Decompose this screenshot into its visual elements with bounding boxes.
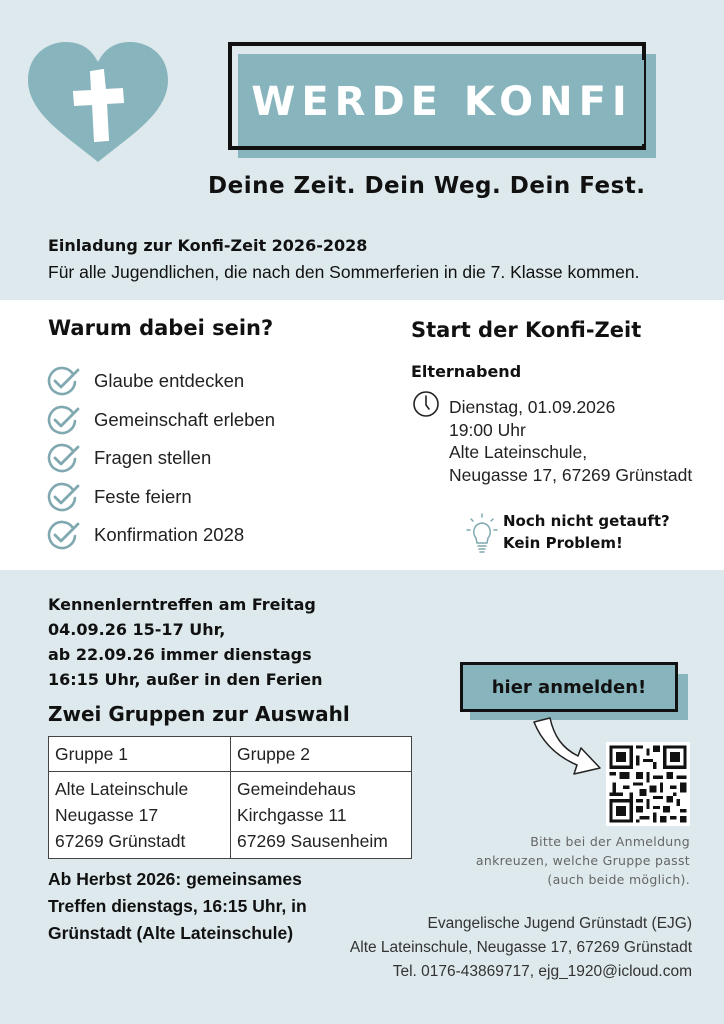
parents-evening-details xyxy=(449,396,692,486)
group2-line: Gemeindehaus xyxy=(237,779,356,799)
parents-evening-heading: Elternabend xyxy=(411,362,522,381)
event-time: 19:00 Uhr xyxy=(449,419,526,440)
clock-icon xyxy=(412,390,440,418)
list-item-label: Feste feiern xyxy=(94,485,192,507)
groups-heading: Zwei Gruppen zur Auswahl xyxy=(48,702,350,726)
autumn-line: Ab Herbst 2026: gemeinsames xyxy=(48,869,302,889)
list-item-label: Fragen stellen xyxy=(94,447,212,469)
groups-table xyxy=(48,736,412,859)
invite-title: Einladung zur Konfi-Zeit 2026-2028 xyxy=(48,236,368,255)
register-note-line: Bitte bei der Anmeldung xyxy=(530,834,690,849)
start-heading: Start der Konfi-Zeit xyxy=(411,318,642,342)
contact-info xyxy=(330,912,692,984)
organization-phone-email: Tel. 0176-43869717, ejg_1920@icloud.com xyxy=(392,963,692,980)
meeting-line: 16:15 Uhr, außer in den Ferien xyxy=(48,670,323,689)
autumn-line: Treffen dienstags, 16:15 Uhr, in xyxy=(48,896,307,916)
lightbulb-icon xyxy=(466,512,498,554)
table-header-cell: Gruppe 1 xyxy=(49,737,231,772)
check-circle-icon xyxy=(46,366,80,396)
list-item-label: Konfirmation 2028 xyxy=(94,524,245,546)
event-date: Dienstag, 01.09.2026 xyxy=(449,397,616,417)
benefit-list xyxy=(46,362,275,555)
group2-line: 67269 Sausenheim xyxy=(237,831,388,851)
why-heading: Warum dabei sein? xyxy=(48,316,274,340)
table-cell xyxy=(49,772,231,859)
table-row xyxy=(49,737,412,772)
autumn-line: Grünstadt (Alte Lateinschule) xyxy=(48,923,294,943)
group1-line: Neugasse 17 xyxy=(55,805,159,825)
register-note-line: (auch beide möglich). xyxy=(547,872,690,887)
table-row xyxy=(49,772,412,859)
organization-name: Evangelische Jugend Grünstadt (EJG) xyxy=(427,915,692,932)
check-circle-icon xyxy=(46,482,80,512)
list-item-label: Gemeinschaft erleben xyxy=(94,408,275,430)
baptism-line: Kein Problem! xyxy=(503,534,623,552)
check-circle-icon xyxy=(46,520,80,550)
table-cell xyxy=(231,772,412,859)
list-item-label: Glaube entdecken xyxy=(94,370,245,392)
slogan: Deine Zeit. Dein Weg. Dein Fest. xyxy=(208,173,646,199)
group2-line: Kirchgasse 11 xyxy=(237,805,347,825)
list-item xyxy=(46,362,275,401)
meeting-line: Kennenlerntreffen am Freitag xyxy=(48,595,316,614)
curved-arrow-icon xyxy=(528,714,608,778)
register-note xyxy=(440,832,690,889)
meeting-line: 04.09.26 15-17 Uhr, xyxy=(48,620,226,639)
baptism-note xyxy=(503,510,670,554)
meeting-info xyxy=(48,592,323,692)
invite-subtitle: Für alle Jugendlichen, die nach den Sommerferien in die 7. Klasse kommen. xyxy=(48,262,640,282)
table-header-cell: Gruppe 2 xyxy=(231,737,412,772)
organization-address: Alte Lateinschule, Neugasse 17, 67269 Grünstadt xyxy=(349,939,692,956)
meeting-line: ab 22.09.26 immer dienstags xyxy=(48,645,312,664)
list-item xyxy=(46,439,275,478)
register-button[interactable]: hier anmelden! xyxy=(460,662,678,712)
heart-cross-icon xyxy=(28,42,168,164)
qr-code[interactable] xyxy=(606,742,690,826)
page-title: WERDE KONFI xyxy=(240,60,644,144)
list-item xyxy=(46,401,275,440)
event-location: Alte Lateinschule, xyxy=(449,442,588,462)
baptism-line: Noch nicht getauft? xyxy=(503,512,670,530)
check-circle-icon xyxy=(46,443,80,473)
register-note-line: ankreuzen, welche Gruppe passt xyxy=(475,853,690,868)
list-item xyxy=(46,478,275,517)
autumn-info xyxy=(48,866,307,947)
check-circle-icon xyxy=(46,405,80,435)
group1-line: Alte Lateinschule xyxy=(55,779,189,799)
group1-line: 67269 Grünstadt xyxy=(55,831,186,851)
list-item xyxy=(46,516,275,555)
event-address: Neugasse 17, 67269 Grünstadt xyxy=(449,464,693,485)
